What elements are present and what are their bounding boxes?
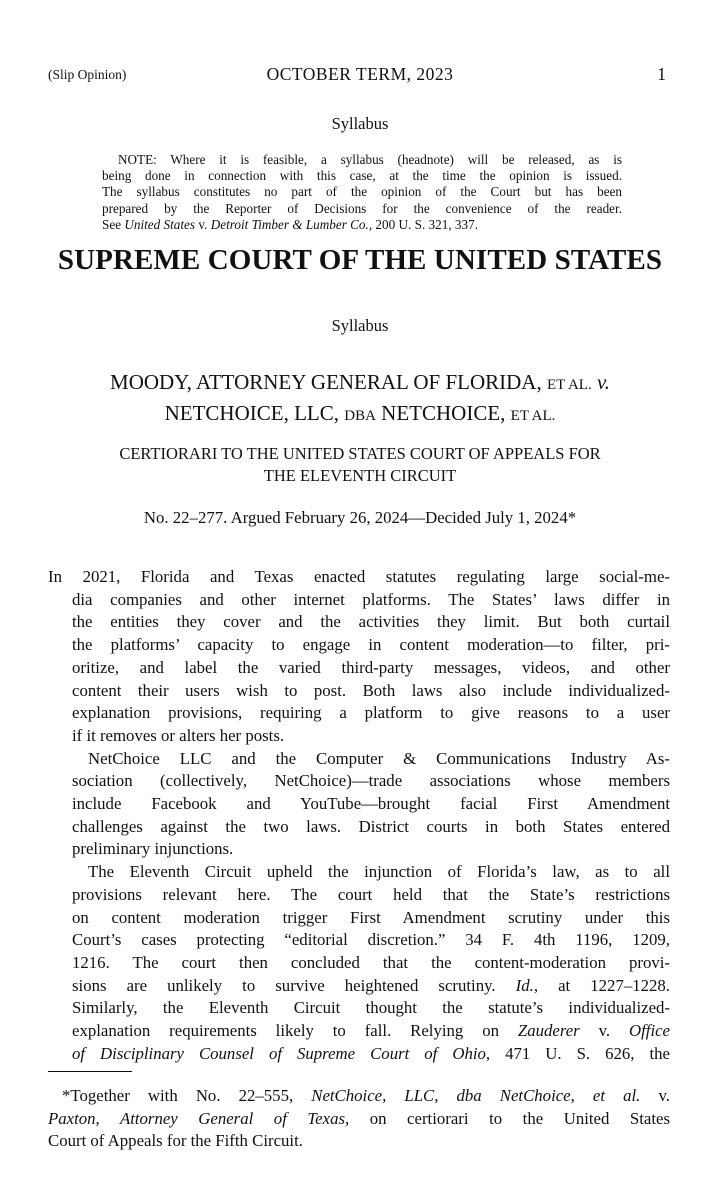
footnote-text: *Together with No. 22–555, (62, 1086, 312, 1105)
body-line (48, 1020, 670, 1043)
syllabus-heading-top: Syllabus (331, 114, 389, 133)
case-citation-party: United States (124, 216, 196, 232)
body-line: the entities they cover and the activities they limit. But both curtail (72, 612, 670, 632)
syllabus-body (48, 566, 670, 1065)
footnote-line (48, 1108, 670, 1131)
case-citation-party: Paxton, Attorney General of Texas, (48, 1108, 350, 1128)
slip-opinion-label: (Slip Opinion) (48, 67, 127, 82)
body-line: preliminary injunctions. (72, 839, 234, 859)
note-line: prepared by the Reporter of Decisions for the convenience of the reader. (102, 200, 622, 216)
respondent-dba-name: NETCHOICE, (375, 401, 511, 425)
case-citation-party: of Disciplinary Counsel of Supreme Court of Ohio (72, 1043, 486, 1063)
body-line: on content moderation trigger First Amendment scrutiny under this (72, 907, 670, 927)
body-line: Court’s cases protecting “editorial discretion.” 34 F. 4th 1196, 1209, (72, 930, 670, 950)
footnote-rule (48, 1071, 132, 1072)
body-line: content their users wish to post. Both laws also include individualized- (72, 680, 670, 700)
body-line: challenges against the two laws. District courts in both States entered (72, 816, 670, 836)
certiorari-heading (0, 443, 720, 487)
caption-line-1 (0, 368, 720, 399)
et-al: ET AL. (546, 377, 592, 393)
citation-reporter: 200 U. S. 321, 337. (372, 216, 478, 232)
case-citation-party: Zauderer (517, 1021, 580, 1041)
note-line: NOTE: Where it is feasible, a syllabus (headnote) will be released, as is (118, 152, 622, 167)
body-line: NetChoice LLC and the Computer & Communications Industry As- (88, 748, 670, 768)
et-al: ET AL. (510, 408, 556, 424)
id-citation: Id. (515, 975, 534, 995)
footnote-line: Court of Appeals for the Fifth Circuit. (48, 1131, 303, 1151)
versus: v. (640, 1086, 670, 1105)
body-line (48, 1043, 670, 1066)
body-text: sions are unlikely to survive heightened scrutiny. (72, 975, 516, 995)
note-see: See (102, 216, 125, 232)
body-line: The Eleventh Circuit upheld the injunction of Florida’s law, as to all (88, 862, 670, 882)
court-name: SUPREME COURT OF THE UNITED STATES (57, 244, 663, 276)
body-line: sociation (collectively, NetChoice)—trade associations whose members (72, 771, 670, 791)
certiorari-line: CERTIORARI TO THE UNITED STATES COURT OF APPEALS FOR (119, 444, 601, 463)
case-caption (0, 368, 720, 430)
body-line: In 2021, Florida and Texas enacted statutes regulating large social-me- (48, 567, 670, 586)
running-head (48, 64, 672, 86)
case-citation-party: NetChoice, LLC, dba NetChoice, et al. (311, 1086, 641, 1105)
body-line (48, 975, 670, 998)
petitioner-name: MOODY, ATTORNEY GENERAL OF FLORIDA, (110, 370, 547, 394)
body-line: provisions relevant here. The court held that the State’s restrictions (72, 884, 670, 904)
footnote-text: on certiorari to the United States (349, 1108, 670, 1128)
versus: v. (591, 370, 610, 394)
page-number: 1 (657, 64, 666, 84)
reporter-note (102, 152, 622, 233)
body-line: dia companies and other internet platforms. The States’ laws differ in (72, 589, 670, 609)
body-line: 1216. The court then concluded that the content-moderation provi- (72, 952, 670, 972)
dba: DBA (344, 408, 376, 424)
body-line: oritize, and label the varied third-party messages, videos, and other (72, 657, 670, 677)
note-line (102, 217, 622, 233)
docket-line: No. 22–277. Argued February 26, 2024—Decided July 1, 2024* (143, 508, 577, 527)
versus: v. (195, 216, 211, 232)
body-text: , 471 U. S. 626, the (485, 1043, 670, 1063)
case-citation-party: Office (629, 1021, 671, 1041)
note-line: being done in connection with this case, at the time the opinion is issued. (102, 168, 622, 184)
caption-line-2 (0, 399, 720, 430)
body-line: if it removes or alters her posts. (72, 725, 285, 745)
note-line: The syllabus constitutes no part of the opinion of the Court but has been (102, 184, 622, 200)
syllabus-heading: Syllabus (331, 316, 389, 335)
body-text: explanation requirements likely to fall. Relying on (72, 1021, 518, 1041)
versus: v. (579, 1021, 629, 1041)
footnote-line (48, 1085, 670, 1108)
body-text: , at 1227–1228. (533, 975, 670, 995)
footnote (48, 1085, 670, 1153)
body-line: the platforms’ capacity to engage in content moderation—to filter, pri- (72, 635, 670, 655)
certiorari-line: THE ELEVENTH CIRCUIT (263, 466, 457, 485)
term-heading: OCTOBER TERM, 2023 (266, 64, 454, 84)
body-line: explanation provisions, requiring a platform to give reasons to a user (72, 703, 670, 723)
body-line: include Facebook and YouTube—brought facial First Amendment (72, 794, 670, 814)
respondent-name: NETCHOICE, LLC, (164, 401, 345, 425)
body-line: Similarly, the Eleventh Circuit thought the statute’s individualized- (72, 998, 670, 1018)
case-citation-party: Detroit Timber & Lumber Co., (210, 216, 373, 232)
